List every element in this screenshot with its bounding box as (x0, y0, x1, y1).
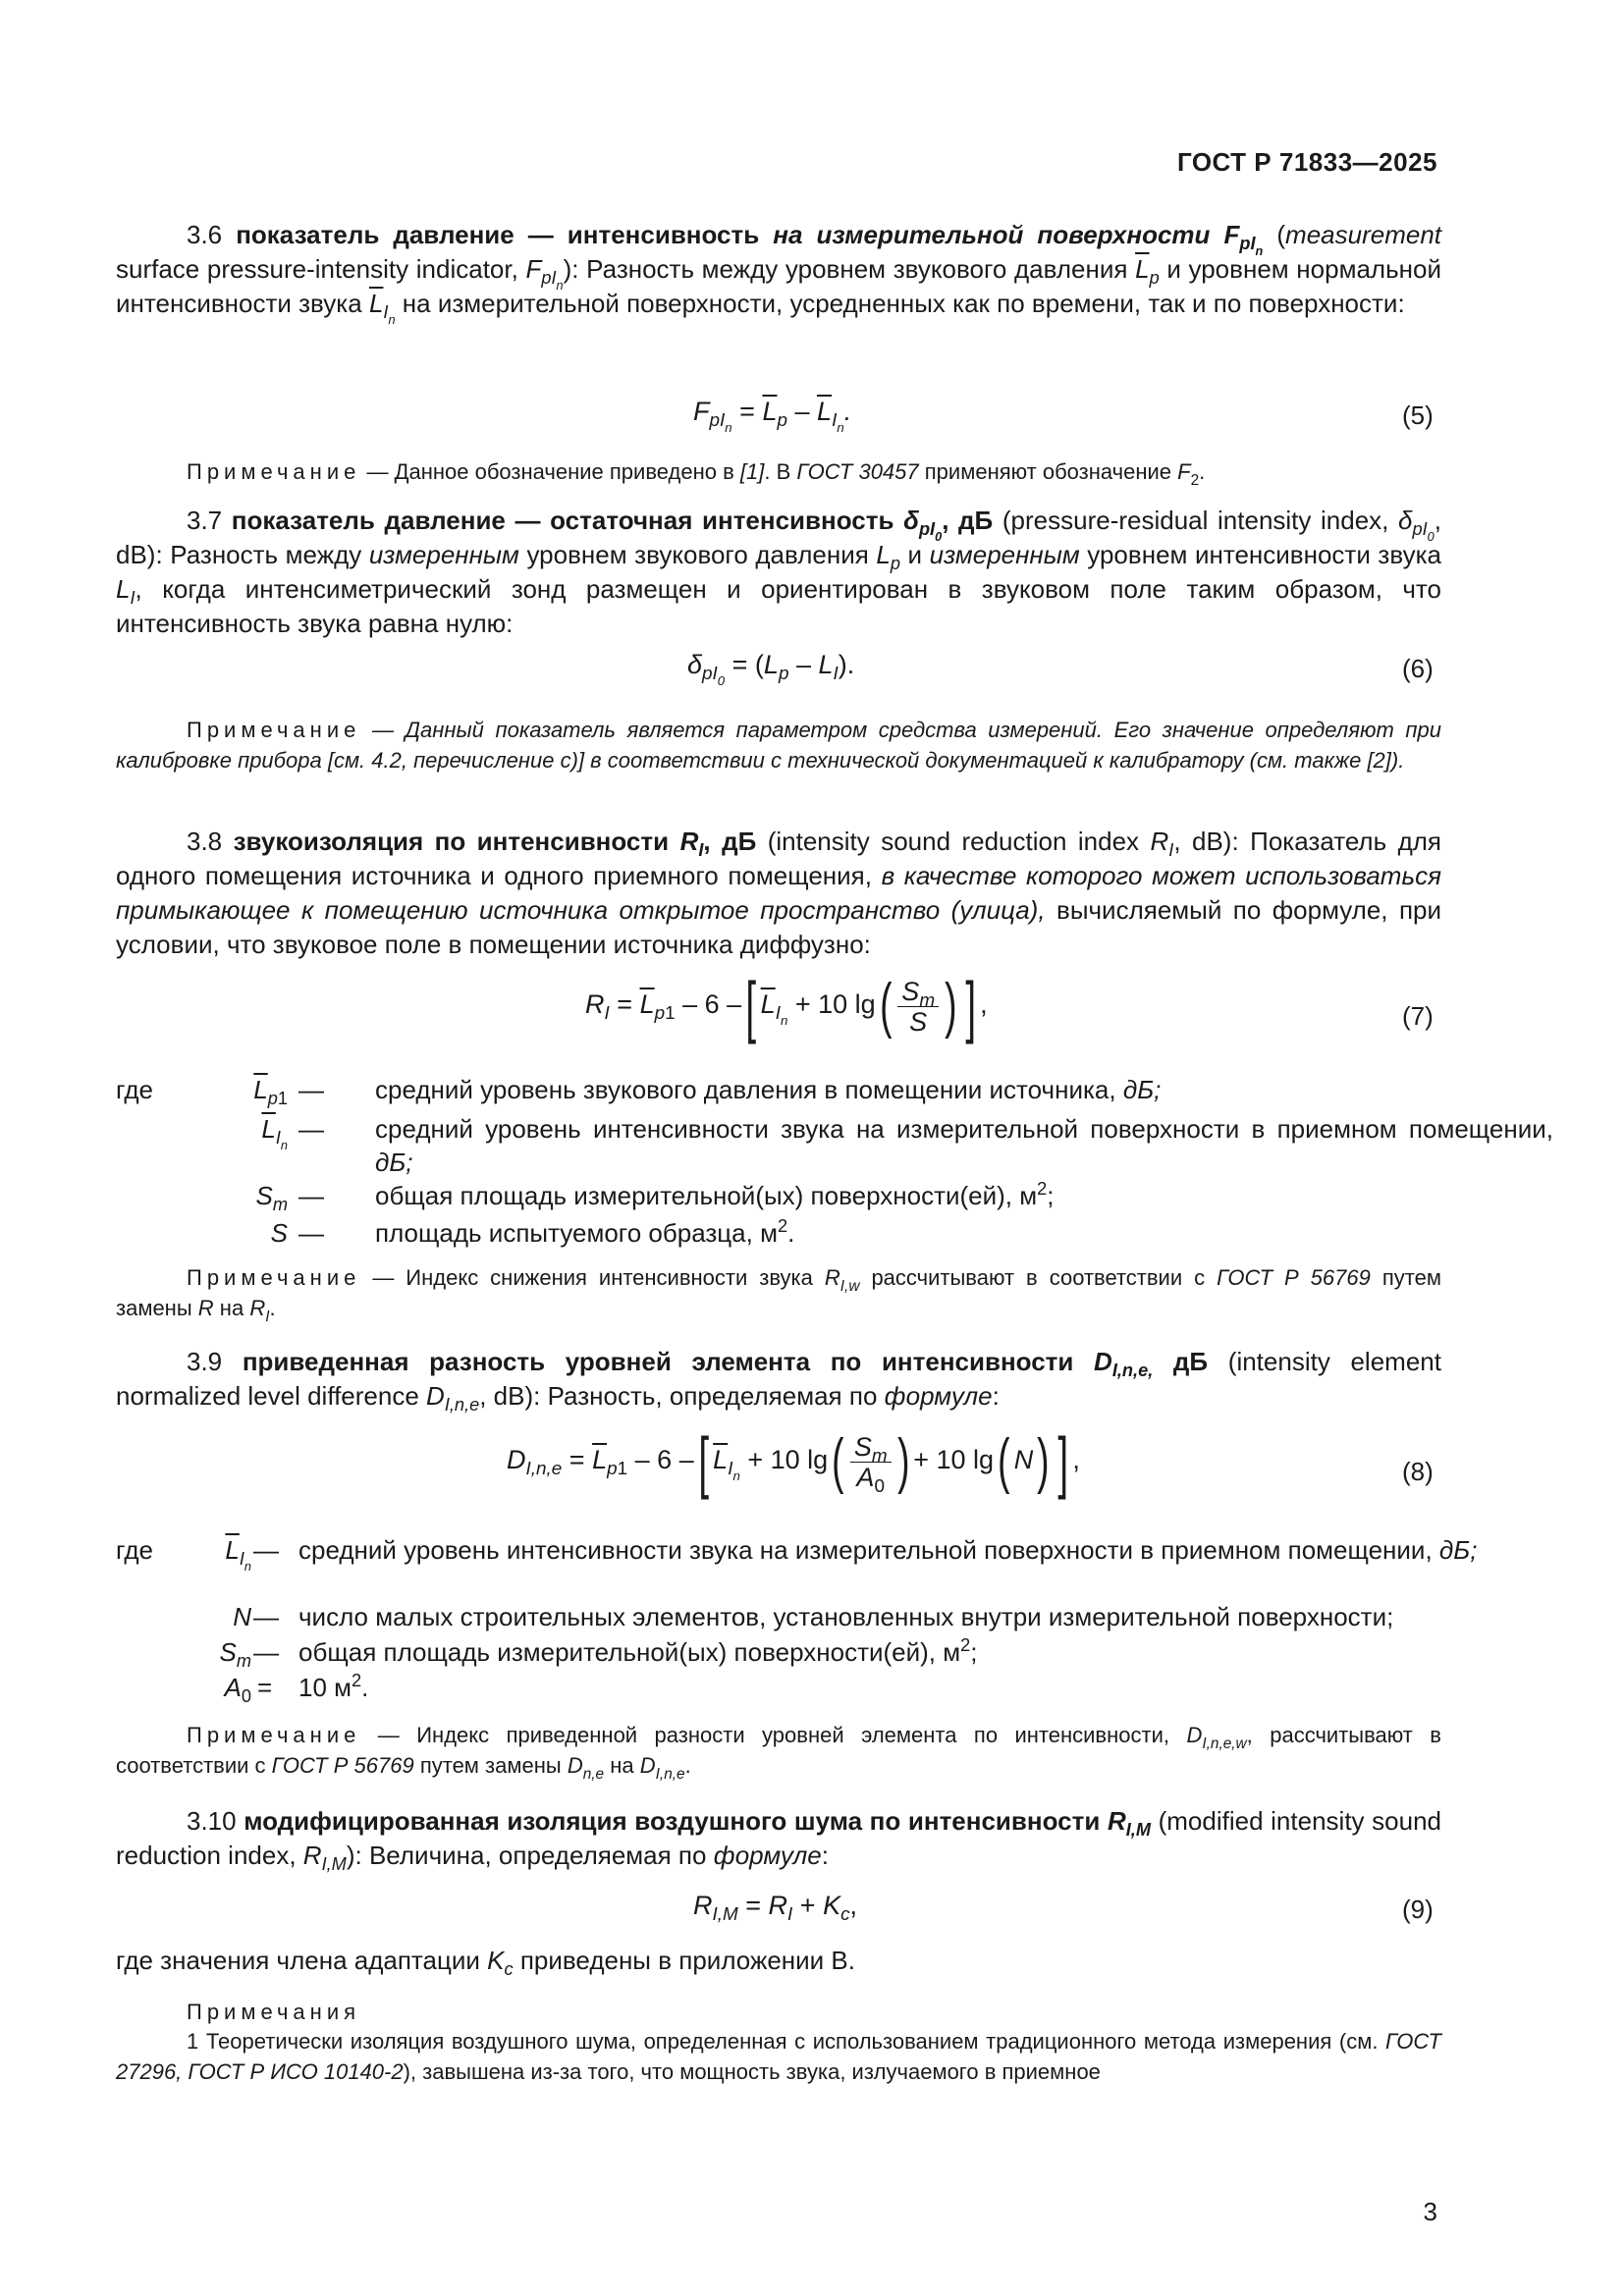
note-3-7: Примечание — Данный показатель является параметром средства измерений. Его значение определяют при калибровке прибора [см. 4.2, перечисление с)] в соответствии с технической документацией к калибратору (см. также [2]). (116, 718, 1441, 773)
note-3-9: Примечание — Индекс приведенной разности уровней элемента по интенсивности, $D_{I,n,e,w}$, рассчитывают в соответствии с ГОСТ Р 56769 путем замены $D_{n,e}$ на $D_{I,n,e}$. (116, 1723, 1441, 1783)
where-item: средний уровень интенсивности звука на измерительной поверхности в приемном помещении, дБ; (375, 1114, 1553, 1177)
equation-5: $F_{pI_n} = \overline{L}_p - \overline{L}_{I_n}$. (693, 397, 852, 435)
where-item: общая площадь измерительной(ых) поверхности(ей), $м^2$; (375, 1179, 1055, 1210)
where-item: 10 $м^2$. (298, 1671, 369, 1702)
where-item: средний уровень звукового давления в помещении источника, дБ; (375, 1075, 1162, 1104)
where-symbol: $A_0$ (224, 1673, 251, 1706)
where-list-3-9: где $\overline{L}_{I_n}$ — средний уровень интенсивности звука на измерительной поверхности в приемном помещении, дБ; N — число малых строительных элементов, установленных внутри измерительной поверхности; $S_m$ — общая площадь измерительной(ых) поверхности(ей), $м^2$; $A_0$ = 10 $м^2$. (116, 1533, 1441, 1710)
section-3-8: 3.8 звукоизоляция по интенсивности $R_I$, дБ (intensity sound reduction index $R_I$, dB): Показатель для одного помещения источника и одного приемного помещения, в качестве которого может использоваться примыкающее к помещению источника открытое пространство (улица), вычисляемый по формуле, при условии, что звуковое поле в помещении источника диффузно: (116, 827, 1442, 959)
section-3-6: 3.6 показатель давление — интенсивность на измерительной поверхности $F_{pI_n}$ (measurement surface pressure-intensity indicator, $F_{pI_n}$): Разность между уровнем звукового давления $\overline{L}_p$ и уровнем нормальной интенсивности звука $\overline{L}_{I_n}$ на измерительной поверхности, усредненных как по времени, так и по поверхности: (116, 220, 1442, 327)
note-1: 1 Теоретически изоляция воздушного шума, определенная с использованием традиционного метода измерения (см. ГОСТ 27296, ГОСТ Р ИСО 10140-2), завышена из-за того, что мощность звука, излучаемого в приемное (116, 2029, 1441, 2084)
equation-number-7: (7) (1402, 1001, 1434, 1031)
where-item: общая площадь измерительной(ых) поверхности(ей), $м^2$; (298, 1635, 978, 1667)
page-number: 3 (1423, 2197, 1437, 2226)
where-symbol: $S_m$ (255, 1181, 288, 1214)
equation-number-9: (9) (1402, 1895, 1434, 1924)
where-symbol: $\overline{L}_{I_n}$ (261, 1114, 288, 1152)
equation-number-8: (8) (1402, 1457, 1434, 1486)
equation-6: $\delta_{pI_0} = (L_p - L_I)$. (687, 650, 855, 688)
section-3-10-after: где значения члена адаптации $K_c$ приведены в приложении В. (116, 1946, 855, 1979)
where-label: где (116, 1535, 153, 1565)
where-item: площадь испытуемого образца, $м^2$. (375, 1216, 795, 1248)
where-item: средний уровень интенсивности звука на измерительной поверхности в приемном помещении, дБ; (298, 1535, 1478, 1565)
where-symbol: S (270, 1218, 288, 1248)
document-header: ГОСТ Р 71833—2025 (1176, 147, 1437, 177)
equation-8: $D_{I,n,e} = \overline{L}_{p1} - 6$ –[ $\overline{L}_{I_n} + 10$ lg( $\frac{S_m}{A_0}$ ) + 10 lg( N) ] , (507, 1423, 1080, 1500)
where-symbol: $\overline{L}_{p1}$ (253, 1075, 288, 1108)
where-item: число малых строительных элементов, установленных внутри измерительной поверхности; (298, 1602, 1394, 1631)
note-3-6: Примечание — Данное обозначение приведено в [1]. В ГОСТ 30457 применяют обозначение $F_2$. (187, 459, 1206, 489)
where-label: где (116, 1075, 153, 1104)
section-3-7: 3.7 показатель давление — остаточная интенсивность $\delta_{pI_0}$, дБ (pressure-residual intensity index, $\delta_{pI_0}$, dB): Разность между измеренным уровнем звукового давления $L_p$ и измеренным уровнем интенсивности звука $L_I$, когда интенсиметрический зонд размещен и ориентирован в звуковом поле таким образом, что интенсивность звука равна нулю: (116, 506, 1441, 638)
where-symbol: $\overline{L}_{I_n}$ (225, 1535, 251, 1574)
section-3-9: 3.9 приведенная разность уровней элемента по интенсивности $D_{I,n,e,}$ дБ (intensity element normalized level difference $D_{I,n,e}$, dB): Разность, определяемая по формуле: (116, 1347, 1441, 1415)
where-symbol: $S_m$ (219, 1637, 251, 1671)
equation-9: $R_{I,M} = R_I + K_c$, (693, 1891, 858, 1925)
section-3-10: 3.10 модифицированная изоляция воздушного шума по интенсивности $R_{I,M}$ (modified intensity sound reduction index, $R_{I,M}$): Величина, определяемая по формуле: (116, 1806, 1441, 1874)
notes-label: Примечания (187, 2000, 361, 2024)
where-list-3-8: где $\overline{L}_{p1}$ — средний уровень звукового давления в помещении источника, дБ; $\overline{L}_{I_n}$ — средний уровень интенсивности звука на измерительной поверхности в приемном помещении, дБ; $S_m$ — общая площадь измерительной(ых) поверхности(ей), $м^2$; S — площадь испытуемого образца, $м^2$. (116, 1075, 1553, 1248)
note-3-8: Примечание — Индекс снижения интенсивности звука $R_{I,w}$ рассчитывают в соответствии с ГОСТ Р 56769 путем замены R на $R_I$. (116, 1265, 1441, 1325)
equation-7: $R_I = \overline{L}_{p1} - 6$ –[ $\overline{L}_{I_n} + 10$ lg( $\frac{S_m}{S}$ ) ] , (585, 968, 988, 1044)
equation-number-6: (6) (1402, 654, 1434, 683)
equation-number-5: (5) (1402, 400, 1434, 430)
where-symbol: N (233, 1602, 251, 1631)
